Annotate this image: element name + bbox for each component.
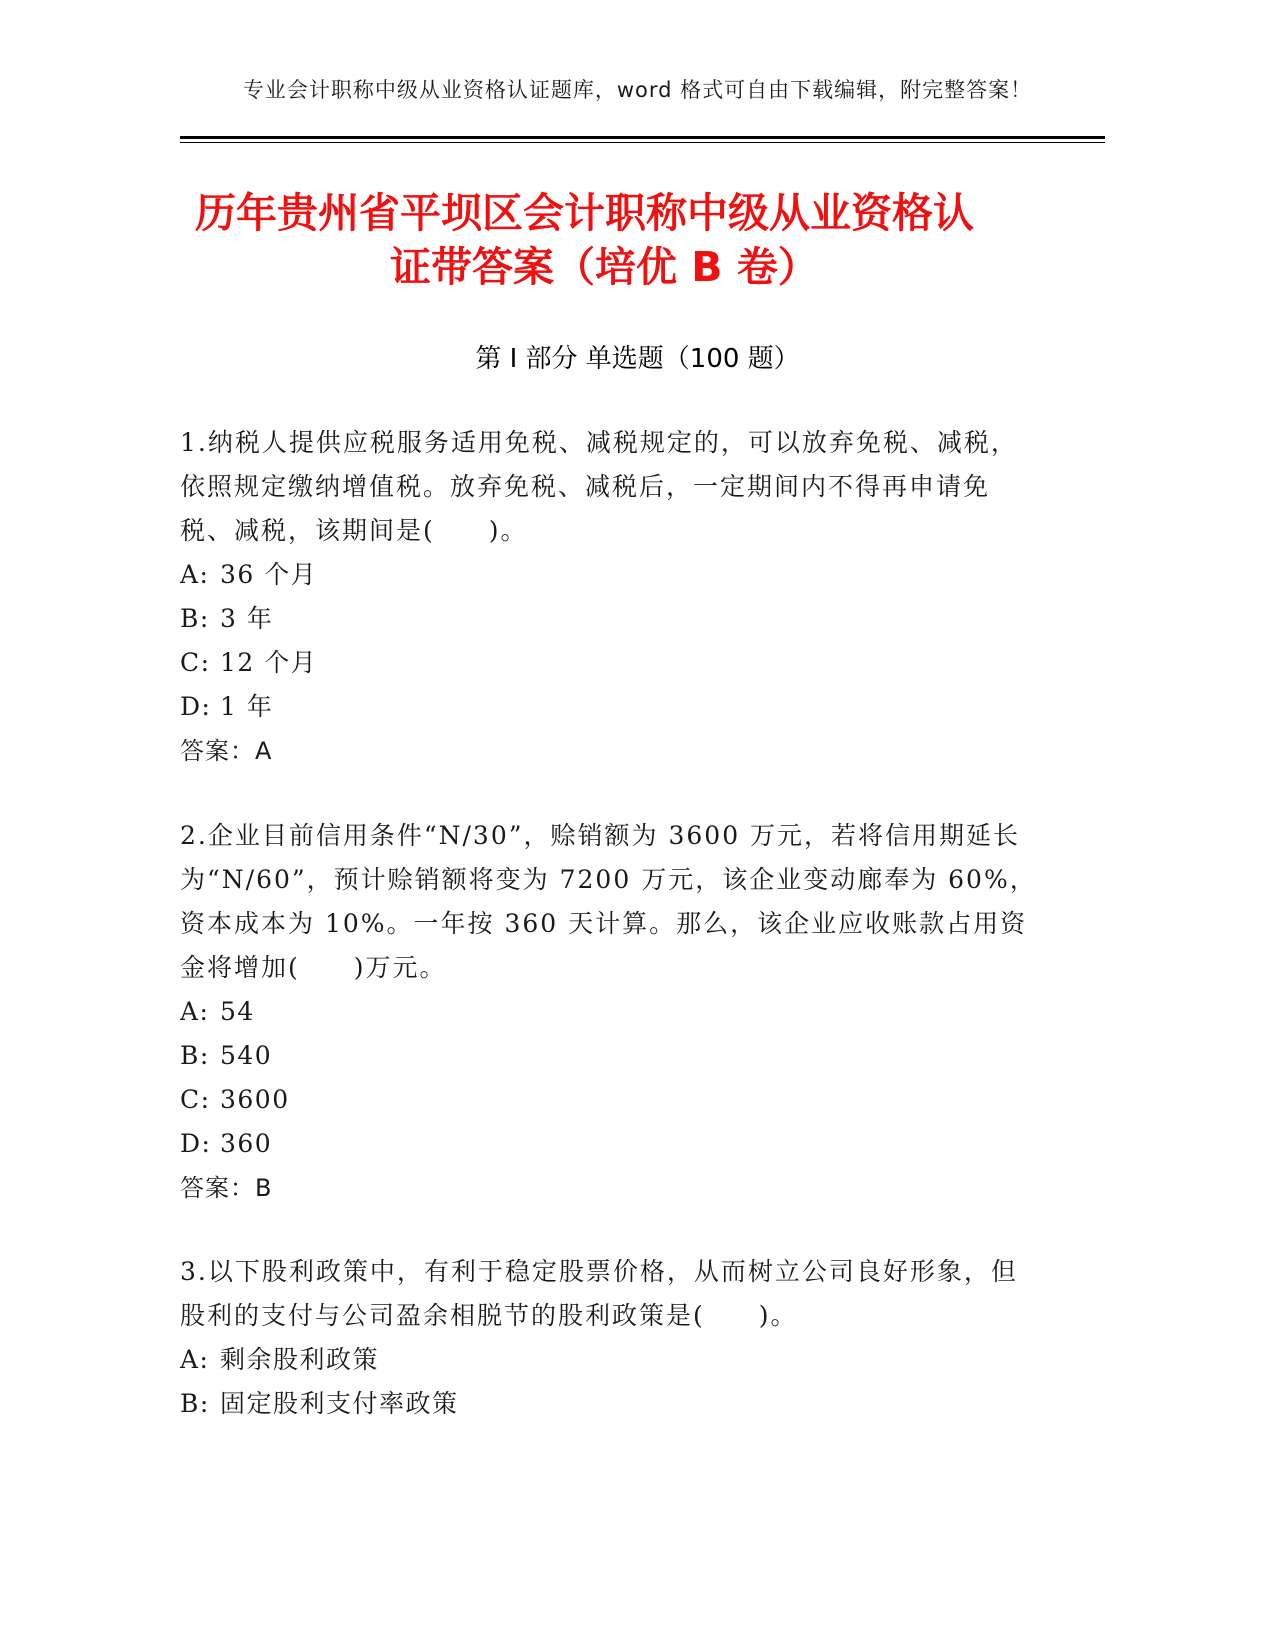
answer-label: 答案：A: [180, 737, 273, 765]
question-2: [180, 814, 1040, 1210]
section-title: 第 I 部分 单选题（100 题）: [475, 344, 800, 374]
header-note: 专业会计职称中级从业资格认证题库，word 格式可自由下载编辑，附完整答案！: [242, 78, 1033, 102]
question-1: [180, 421, 1040, 773]
option-text: 36 个月: [220, 560, 318, 589]
question-3: [180, 1250, 1040, 1426]
option-letter: A:: [180, 1345, 210, 1374]
option-letter: D:: [180, 1129, 212, 1158]
option-letter: B:: [180, 1041, 210, 1070]
option-text: 3600: [220, 1085, 290, 1114]
header-divider-thin: [180, 142, 1105, 143]
document-title-line2: 证带答案（培优 B 卷）: [390, 243, 819, 291]
answer-label: 答案：B: [180, 1174, 273, 1202]
option-a: [180, 990, 1040, 1034]
option-letter: A:: [180, 560, 210, 589]
question-text: 3.以下股利政策中，有利于稳定股票价格，从而树立公司良好形象，但股利的支付与公司盈余相脱节的股利政策是( )。: [180, 1257, 1018, 1330]
option-text: 12 个月: [220, 648, 318, 677]
option-text: 54: [220, 997, 255, 1026]
option-b: [180, 1382, 1040, 1426]
option-letter: D:: [180, 692, 212, 721]
option-letter: C:: [180, 1085, 211, 1114]
option-c: [180, 1078, 1040, 1122]
option-text: 540: [220, 1041, 273, 1070]
option-b: [180, 1034, 1040, 1078]
option-text: 3 年: [220, 604, 274, 633]
option-letter: C:: [180, 648, 211, 677]
option-a: [180, 1338, 1040, 1382]
option-letter: B:: [180, 604, 210, 633]
option-d: [180, 685, 1040, 729]
option-text: 1 年: [220, 692, 274, 721]
option-text: 固定股利支付率政策: [220, 1389, 459, 1418]
option-a: [180, 553, 1040, 597]
document-title-line1: 历年贵州省平坝区会计职称中级从业资格认: [195, 189, 974, 237]
question-text: 2.企业目前信用条件“N/30”，赊销额为 3600 万元，若将信用期延长为“N/60”，预计赊销额将变为 7200 万元，该企业变动廊奉为 60%，资本成本为 10%。一年按 360 天计算。那么，该企业应收账款占用资金将增加( )万元。: [180, 821, 1037, 982]
document-title: [190, 186, 1050, 294]
option-c: [180, 641, 1040, 685]
option-d: [180, 1122, 1040, 1166]
option-text: 360: [220, 1129, 273, 1158]
header-divider-thick: [180, 136, 1105, 139]
option-letter: B:: [180, 1389, 210, 1418]
option-text: 剩余股利政策: [220, 1345, 380, 1374]
question-text: 1.纳税人提供应税服务适用免税、减税规定的，可以放弃免税、减税，依照规定缴纳增值税。放弃免税、减税后，一定期间内不得再申请免税、减税，该期间是( )。: [180, 428, 1018, 545]
option-b: [180, 597, 1040, 641]
option-letter: A:: [180, 997, 210, 1026]
